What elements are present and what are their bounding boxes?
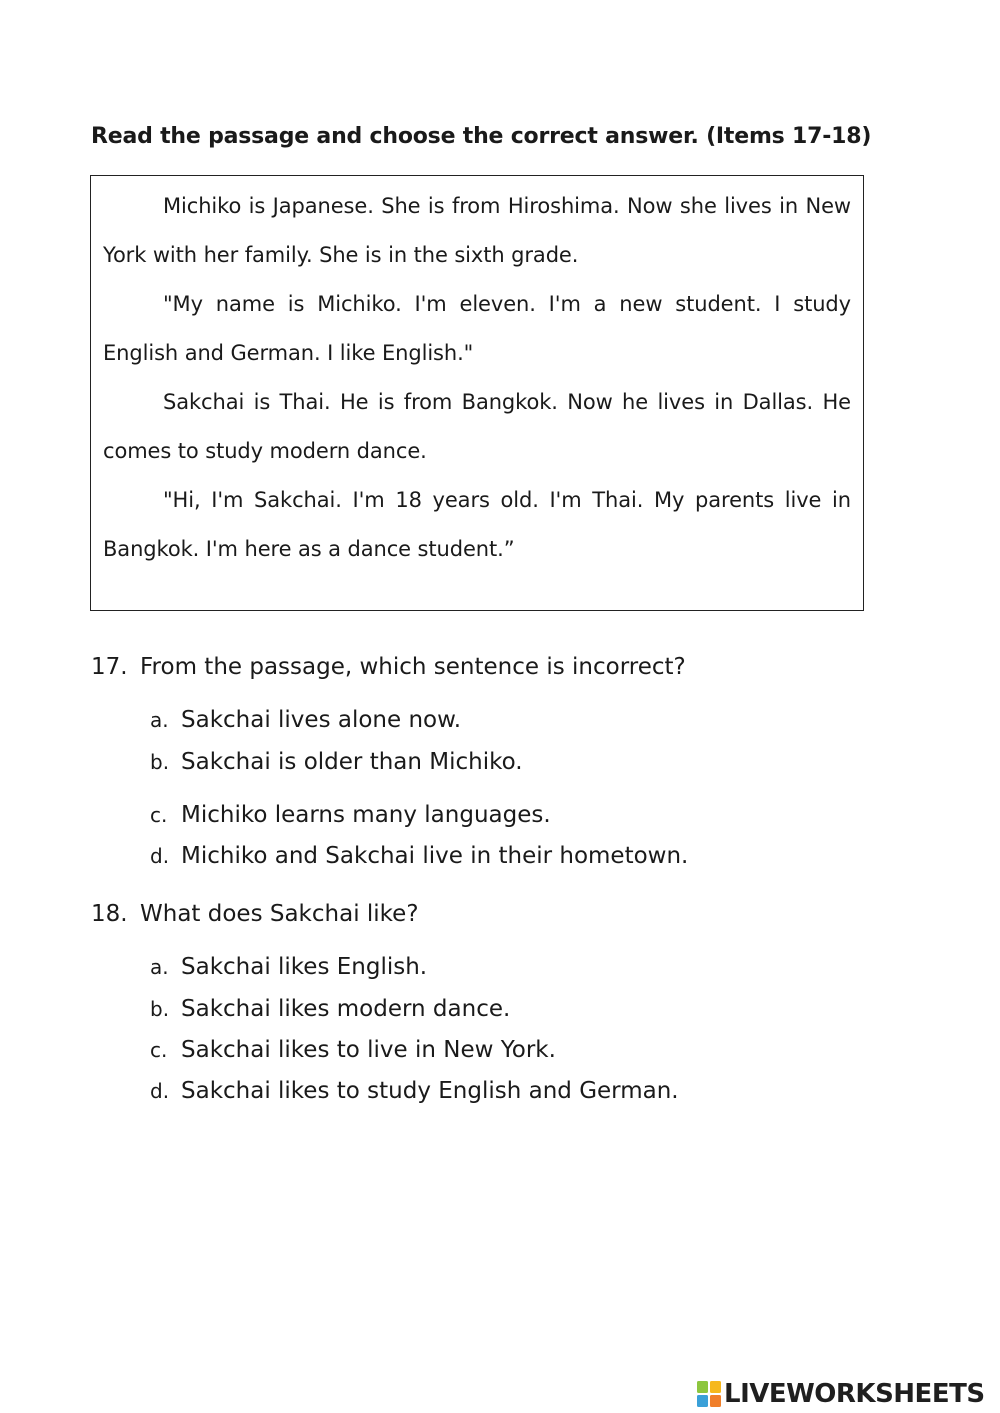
option-17d[interactable] [150,843,688,869]
question-text: From the passage, which sentence is incorrect? [140,654,686,680]
option-17a[interactable] [150,707,461,733]
passage-paragraph-3: Sakchai is Thai. He is from Bangkok. Now he lives in Dallas. He comes to study modern dance. [103,390,851,463]
passage-paragraph-4: "Hi, I'm Sakchai. I'm 18 years old. I'm Thai. My parents live in Bangkok. I'm here as a dance student.” [103,488,851,561]
passage-box [90,175,864,611]
instruction-heading: Read the passage and choose the correct answer. (Items 17-18) [91,124,872,149]
option-text: Sakchai lives alone now. [181,707,462,733]
question-number: 18. [91,901,128,927]
liveworksheets-logo-icon [697,1381,721,1407]
option-text: Sakchai likes modern dance. [181,996,511,1022]
liveworksheets-logo-text: LIVEWORKSHEETS [724,1379,985,1409]
liveworksheets-logo [697,1378,985,1410]
question-17 [91,654,686,680]
passage-paragraph-2: "My name is Michiko. I'm eleven. I'm a new student. I study English and German. I like English." [103,292,851,365]
option-18a[interactable] [150,954,427,980]
question-text: What does Sakchai like? [140,901,419,927]
option-text: Sakchai likes to study English and German. [181,1078,679,1104]
option-letter: d. [150,1079,170,1103]
passage-paragraph-1: Michiko is Japanese. She is from Hiroshima. Now she lives in New York with her family. She is in the sixth grade. [103,194,851,267]
option-17b[interactable] [150,749,523,775]
option-18b[interactable] [150,996,510,1022]
option-18c[interactable] [150,1037,556,1063]
option-letter: b. [150,750,170,774]
option-letter: a. [150,955,169,979]
option-17c[interactable] [150,802,551,828]
option-text: Michiko and Sakchai live in their hometown. [181,843,689,869]
option-letter: d. [150,844,170,868]
option-letter: b. [150,997,170,1021]
option-letter: c. [150,803,168,827]
option-letter: c. [150,1038,168,1062]
option-text: Sakchai likes English. [181,954,428,980]
option-text: Sakchai is older than Michiko. [181,749,523,775]
option-text: Michiko learns many languages. [181,802,551,828]
option-letter: a. [150,708,169,732]
question-number: 17. [91,654,128,680]
question-18 [91,901,419,927]
option-18d[interactable] [150,1078,679,1104]
option-text: Sakchai likes to live in New York. [181,1037,556,1063]
